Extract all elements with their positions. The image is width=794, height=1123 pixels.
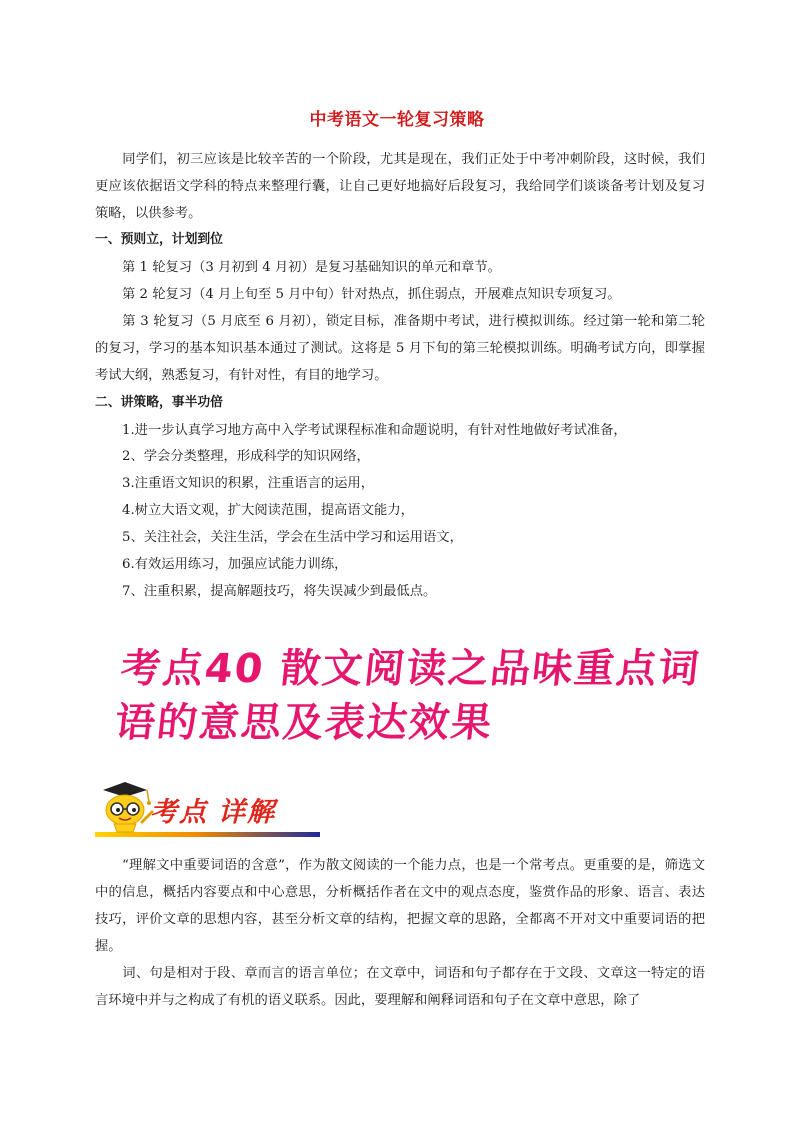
list-item: 7、注重积累，提高解题技巧，将失误减少到最低点。 [122, 584, 437, 599]
list-item: 6.有效运用练习，加强应试能力训练， [122, 557, 348, 572]
body-paragraph-1 [95, 852, 705, 960]
section-2-heading: 二、讲策略，事半功倍 [95, 395, 223, 410]
round-3-paragraph [95, 308, 705, 389]
banner-word-1: 考点 [150, 797, 208, 828]
body-paragraph-2 [95, 960, 705, 1014]
mascot-icon [103, 782, 152, 832]
list-item: 5、关注社会，关注生活，学会在生活中学习和运用语文， [122, 530, 463, 545]
section-1-heading: 一、预则立，计划到位 [95, 232, 223, 247]
banner-word-2: 详解 [218, 797, 276, 828]
list-item: 3.注重语文知识的积累，注重语言的运用， [122, 476, 375, 491]
banner-label [150, 790, 276, 829]
round-2-text: 第 2 轮复习（4 月上旬至 5 月中旬）针对热点，抓住弱点，开展难点知识专项复习。 [122, 287, 621, 302]
round-3-text: 第 3 轮复习（5 月底至 6 月初），锁定目标，准备期中考试，进行模拟训练。经过第一轮和第二轮的复习，学习的基本知识基本通过了测试。这将是 5 月下旬的第三轮模拟训练。明确考试方向，即掌握考试大纲，熟悉复习，有针对性，有目的地学习。 [95, 314, 705, 383]
banner-underline [95, 832, 320, 837]
body-text-1: “理解文中重要词语的含意”，作为散文阅读的一个能力点，也是一个常考点。更重要的是，筛选文中的信息，概括内容要点和中心意思，分析概括作者在文中的观点态度，鉴赏作品的形象、语言、表达技巧，评价文章的思想内容，甚至分析文章的结构，把握文章的思路，全都离不开对文中重要词语的把握。 [95, 858, 705, 954]
intro-text: 同学们，初三应该是比较辛苦的一个阶段，尤其是现在，我们正处于中考冲刺阶段，这时候，我们更应该依据语文学科的特点来整理行囊，让自己更好地搞好后段复习，我给同学们谈谈备考计划及复习策略，以供参考。 [95, 152, 705, 221]
list-item: 4.树立大语文观，扩大阅读范围，提高语文能力， [122, 503, 414, 518]
list-item: 1.进一步认真学习地方高中入学考试课程标准和命题说明，有针对性地做好考试准备， [122, 423, 627, 438]
document-title: 中考语文一轮复习策略 [309, 110, 485, 130]
intro-paragraph [95, 146, 705, 227]
topic-title: 考点40 散文阅读之品味重点词语的意思及表达效果 [112, 646, 703, 746]
list-item: 2、学会分类整理，形成科学的知识网络， [122, 449, 370, 464]
body-text-2: 词、句是相对于段、章而言的语言单位；在文章中，词语和句子都存在于文段、文章这一特定的语言环境中并与之构成了有机的语义联系。因此，要理解和阐释词语和句子在文章中意思，除了 [95, 966, 705, 1008]
round-1-text: 第 1 轮复习（3 月初到 4 月初）是复习基础知识的单元和章节。 [122, 260, 501, 275]
